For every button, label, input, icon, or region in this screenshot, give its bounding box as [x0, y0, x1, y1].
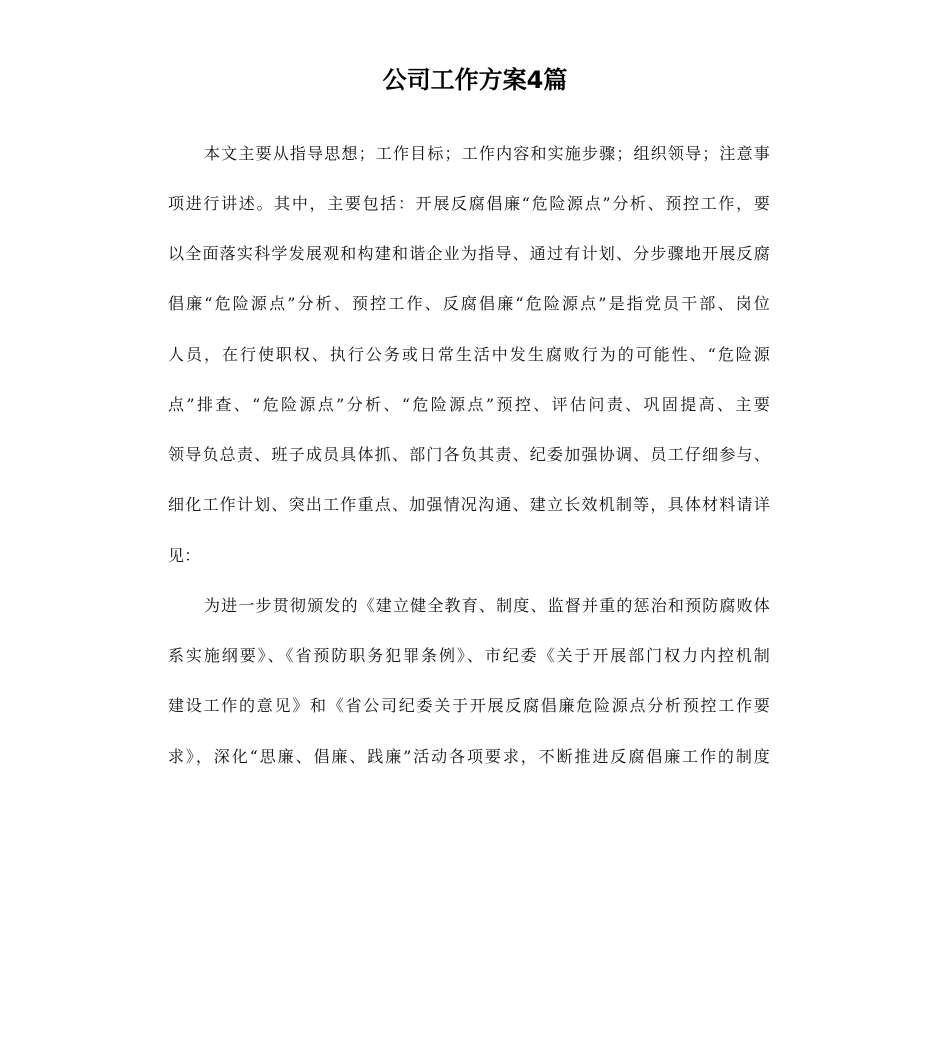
paragraph-line: 本文主要从指导思想；工作目标；工作内容和实施步骤；组织领导；注意事: [204, 144, 770, 163]
paragraph-line: 系实施纲要》、《省预防职务犯罪条例》、市纪委《关于开展部门权力内控机制: [168, 646, 770, 665]
paragraph-line: 领导负总责、班子成员具体抓、部门各负其责、纪委加强协调、员工仔细参与、: [168, 445, 770, 464]
paragraph-line: 倡廉“危险源点”分析、预控工作、反腐倡廉“危险源点”是指党员干部、岗位: [168, 294, 770, 313]
paragraph-line: 建设工作的意见》和《省公司纪委关于开展反腐倡廉危险源点分析预控工作要: [168, 696, 770, 715]
document-title: 公司工作方案4篇: [382, 66, 568, 94]
paragraph-line: 点”排查、“危险源点”分析、“危险源点”预控、评估问责、巩固提高、主要: [168, 395, 770, 414]
paragraph-line: 见：: [168, 546, 201, 565]
paragraph-line: 项进行讲述。其中，主要包括：开展反腐倡廉“危险源点”分析、预控工作，要: [168, 194, 770, 213]
paragraph-line: 细化工作计划、突出工作重点、加强情况沟通、建立长效机制等，具体材料请详: [168, 495, 770, 514]
paragraph-line: 以全面落实科学发展观和构建和谐企业为指导、通过有计划、分步骤地开展反腐: [168, 244, 770, 263]
paragraph-line: 求》，深化“思廉、倡廉、践廉”活动各项要求，不断推进反腐倡廉工作的制度: [168, 747, 770, 766]
paragraph-line: 人员，在行使职权、执行公务或日常生活中发生腐败行为的可能性、“危险源: [168, 345, 770, 364]
paragraph-line: 为进一步贯彻颁发的《建立健全教育、制度、监督并重的惩治和预防腐败体: [204, 596, 770, 615]
